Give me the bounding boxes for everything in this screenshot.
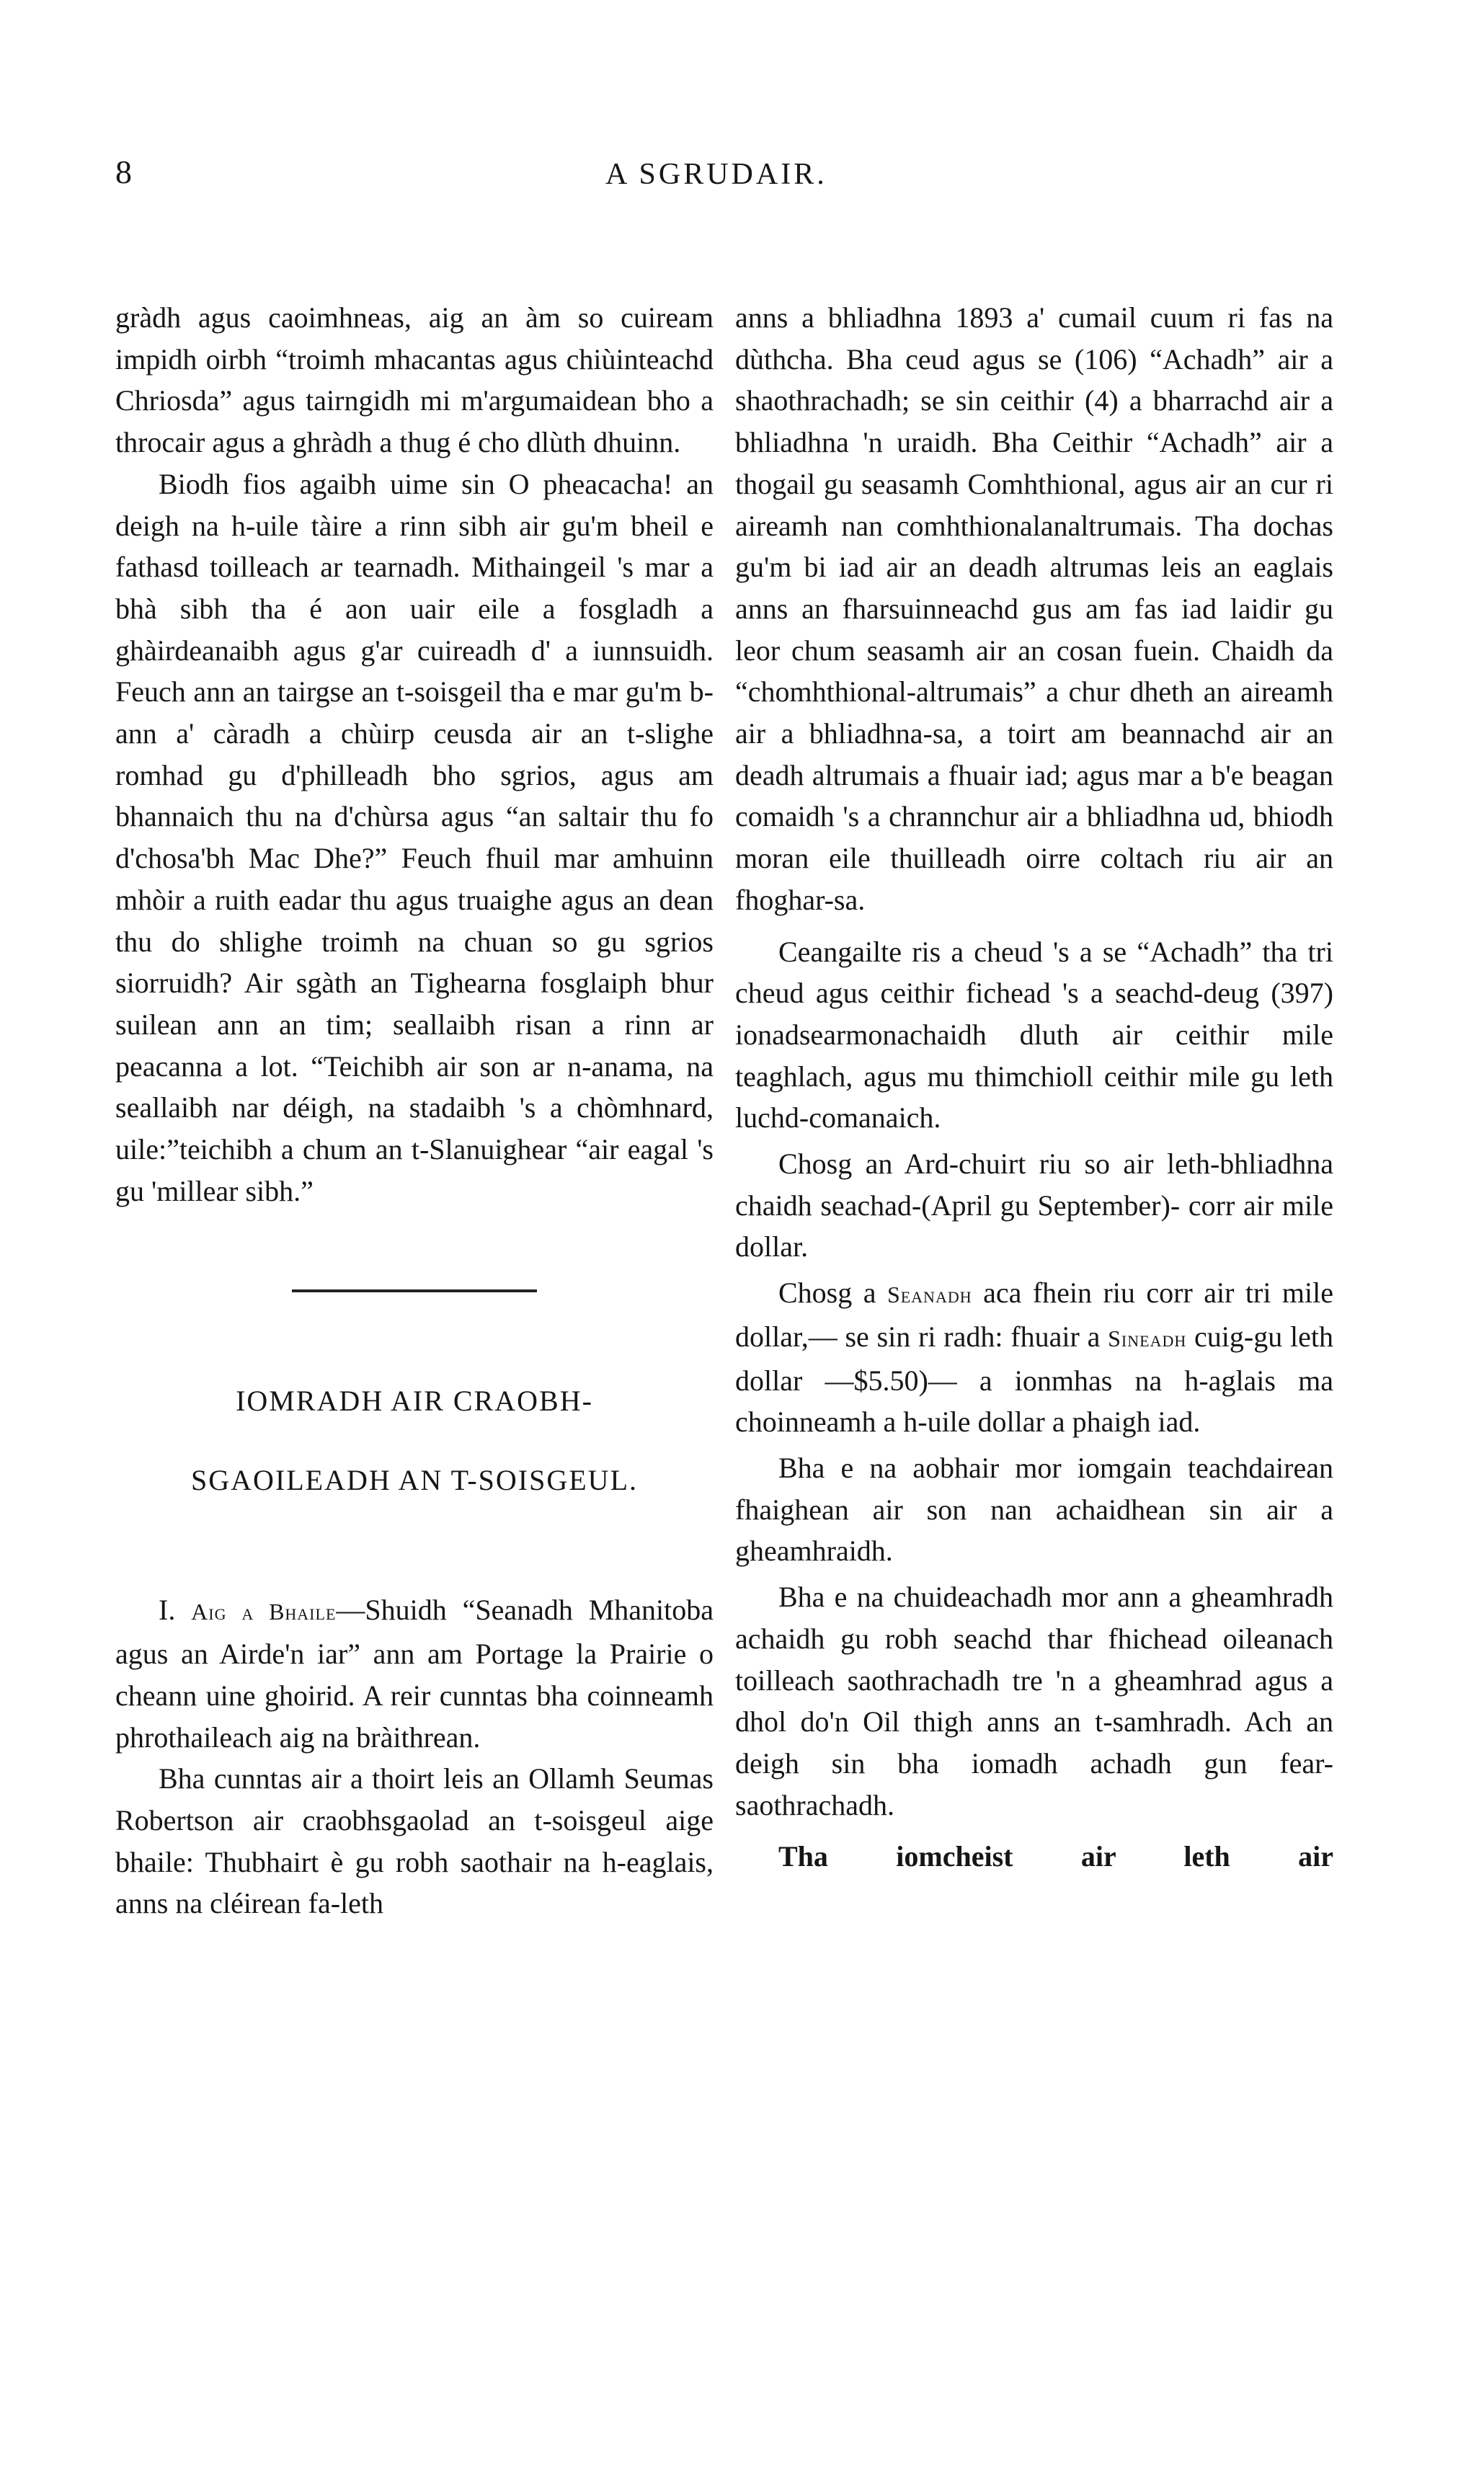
inline-small-caps: Sineadh [1108, 1325, 1187, 1351]
paragraph: Bha e na chuideachadh mor ann a gheamhradh achaidh gu robh seachd thar fhichead oileanach toilleach saothrachadh tre 'n a gheamhrad agus a dhol do'n Oil thigh anns an t-samhradh. Ach an deigh sin bha iomadh achadh gun fear-saothrachadh. [735, 1581, 1333, 1821]
paragraph-text: Chosg a [778, 1276, 876, 1310]
page-number: 8 [115, 154, 132, 190]
inline-small-caps: Seanadh [887, 1282, 972, 1308]
right-column [735, 297, 1333, 1878]
heading-line: SGAOILEADH AN T-SOISGEUL. [190, 1464, 639, 1497]
left-column [115, 297, 714, 1924]
paragraph-text: aca fhein riu corr air tri mile dollar,— se sin ri radh: fhuair a [735, 1276, 1334, 1353]
paragraph: Chosg an Ard-chuirt riu so air leth-bhliadhna chaidh seachad-(April gu September)- corr air mile dollar. [735, 1147, 1333, 1263]
paragraph: Tha iomcheist air leth air [778, 1840, 1333, 1873]
paragraph [115, 1589, 714, 1758]
paragraph: Ceangailte ris a cheud 's a se “Achadh” tha tri cheud agus ceithir fichead 's a seachd-deug (397) ionadsearmonachaidh dluth air ceithir mile teaghlach, agus mu thimchioll ceithir mile gu leth luchd-comanaich. [735, 935, 1333, 1134]
section-heading [115, 1362, 714, 1520]
paragraph [735, 1272, 1333, 1443]
paragraph: Biodh fios agaibh uime sin O pheacacha! an deigh na h-uile tàire a rinn sibh air gu'm bheil e fathasd toilleach ar tearnadh. Mithaingeil 's mar a bhà sibh tha é aon uair eile a fosgladh a ghàirdeanaibh agus g'ar cuireadh d' a iunnsuidh. Feuch ann an tairgse an t-soisgeil tha e mar gu'm b-ann a' càradh a chùirp ceusda air an t-slighe romhad gu d'philleadh bho sgrios, agus am bhannaich thu na d'chùrsa agus “an saltair thu fo d'chosa'bh Mac Dhe?” Feuch fhuil mar amhuinn mhòir a ruith eadar thu agus truaighe agus an dean thu do shlighe troimh na chuan so gu sgrios siorruidh? Air sgàth an Tighearna fosglaiph bhur suilean ann an tim; seallaibh risan a rinn ar peacanna a lot. “Teichibh air son ar n-anama, na seallaibh nar déigh, na stadaibh 's a chòmhnard, uile:”teichibh a chum an t-Slanuighear “air eagal 's gu 'millear sibh.” [115, 467, 714, 1207]
paragraph: Bha e na aobhair mor iomgain teachdairean fhaighean air son nan achaidhean sin air a gheamhraidh. [735, 1451, 1333, 1568]
running-title: A SGRUDAIR. [605, 158, 827, 191]
paragraph: anns a bhliadhna 1893 a' cumail cuum ri fas na dùthcha. Bha ceud agus se (106) “Achadh” air a shaothrachadh; se sin ceithir (4) a bharrachd air a bhliadhna 'n uraidh. Bha Ceithir “Achadh” air a thogail gu seasamh Comhthional, agus air an cur ri aireamh nan comhthionalanaltrumais. Tha dochas gu'm bi iad air an deadh altrumas leis an eaglais anns an fharsuinneachd gus am fas iad laidir gu leor chum seasamh air an cosan fuein. Chaidh da “chomhthional-altrumais” a chur dheth an aireamh air a bhliadhna-sa, a toirt am beannachd air an deadh altrumais a fhuair iad; agus mar a b'e beagan comaidh 's a chrannchur air a bhliadhna ud, bhiodh moran eile thuilleadh oirre coltach riu air an fhoghar-sa. [735, 301, 1333, 916]
section-divider [292, 1289, 537, 1292]
paragraph-text: cuig-gu leth dollar —$5.50)— a ionmhas na h-aglais ma choinneamh a h-uile dollar a phaigh iad. [735, 1320, 1334, 1439]
section-number: I. [159, 1594, 176, 1627]
page-header [0, 153, 1484, 203]
heading-line: IOMRADH AIR CRAOBH- [236, 1385, 593, 1418]
paragraph: Bha cunntas air a thoirt leis an Ollamh Seumas Robertson air craobhsgaolad an t-soisgeul aige bhaile: Thubhairt è gu robh saothair na h-eaglais, anns na cléirean fa-leth [115, 1762, 714, 1920]
section-label: Aig a Bhaile [191, 1599, 337, 1625]
paragraph-text: —Shuidh “Seanadh Mhanitoba agus an Airde'n iar” ann am Portage la Prairie o cheann uine ghoirid. A reir cunntas bha coinneamh phrothaileach aig na bràithrean. [115, 1594, 714, 1754]
paragraph: gràdh agus caoimhneas, aig an àm so cuiream impidh oirbh “troimh mhacantas agus chiùinteachd Chriosda” agus tairngidh mi m'argumaidean bho a throcair agus a ghràdh a thug é cho dlùth dhuinn. [115, 301, 714, 459]
